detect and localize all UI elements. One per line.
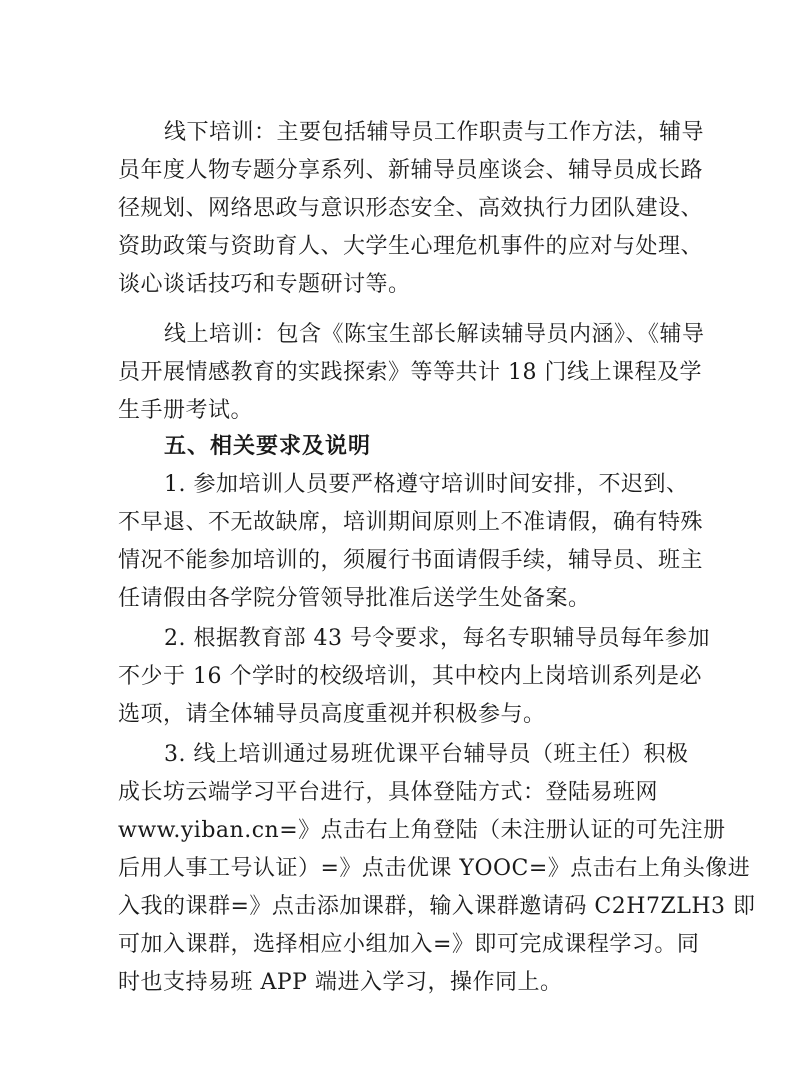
paragraph-online-training-line-3: 生手册考试。 [118, 398, 254, 423]
requirement-3-line-6: 可加入课群，选择相应小组加入=》即可完成课程学习。同 [118, 932, 700, 957]
requirement-3-line-2: 成长坊云端学习平台进行，具体登陆方式：登陆易班网 [118, 780, 659, 805]
requirement-1-line-1: 1. 参加培训人员要严格遵守培训时间安排，不迟到、 [164, 472, 689, 497]
paragraph-offline-training-line-5: 谈心谈话技巧和专题研讨等。 [118, 272, 411, 297]
paragraph-offline-training-line-1: 线下培训：主要包括辅导员工作职责与工作方法，辅导 [164, 120, 705, 145]
requirement-1-line-2: 不早退、不无故缺席，培训期间原则上不准请假，确有特殊 [118, 510, 704, 535]
requirement-3-line-7: 时也支持易班 APP 端进入学习，操作同上。 [118, 970, 563, 995]
requirement-3-line-4: 后用人事工号认证）=》点击优课 YOOC=》点击右上角头像进 [118, 856, 751, 881]
requirement-3-line-5: 入我的课群=》点击添加课群，输入课群邀请码 C2H7ZLH3 即 [118, 894, 756, 919]
section-heading-requirements: 五、相关要求及说明 [164, 434, 372, 459]
paragraph-offline-training-line-3: 径规划、网络思政与意识形态安全、高效执行力团队建设、 [118, 196, 704, 221]
requirement-2-line-1: 2. 根据教育部 43 号令要求，每名专职辅导员每年参加 [164, 626, 710, 651]
paragraph-online-training-line-1: 线上培训：包含《陈宝生部长解读辅导员内涵》、《辅导 [164, 322, 705, 347]
requirement-1-line-3: 情况不能参加培训的，须履行书面请假手续，辅导员、班主 [118, 548, 704, 573]
paragraph-offline-training-line-2: 员年度人物专题分享系列、新辅导员座谈会、辅导员成长路 [118, 158, 704, 183]
requirement-2-line-2: 不少于 16 个学时的校级培训，其中校内上岗培训系列是必 [118, 664, 702, 689]
paragraph-online-training-line-2: 员开展情感教育的实践探索》等等共计 18 门线上课程及学 [118, 360, 702, 385]
paragraph-offline-training-line-4: 资助政策与资助育人、大学生心理危机事件的应对与处理、 [118, 234, 704, 259]
requirement-1-line-4: 任请假由各学院分管领导批准后送学生处备案。 [118, 586, 591, 611]
requirement-2-line-3: 选项，请全体辅导员高度重视并积极参与。 [118, 702, 546, 727]
requirement-3-line-1: 3. 线上培训通过易班优课平台辅导员（班主任）积极 [164, 742, 689, 767]
requirement-3-line-3: www.yiban.cn=》点击右上角登陆（未注册认证的可先注册 [118, 818, 726, 843]
